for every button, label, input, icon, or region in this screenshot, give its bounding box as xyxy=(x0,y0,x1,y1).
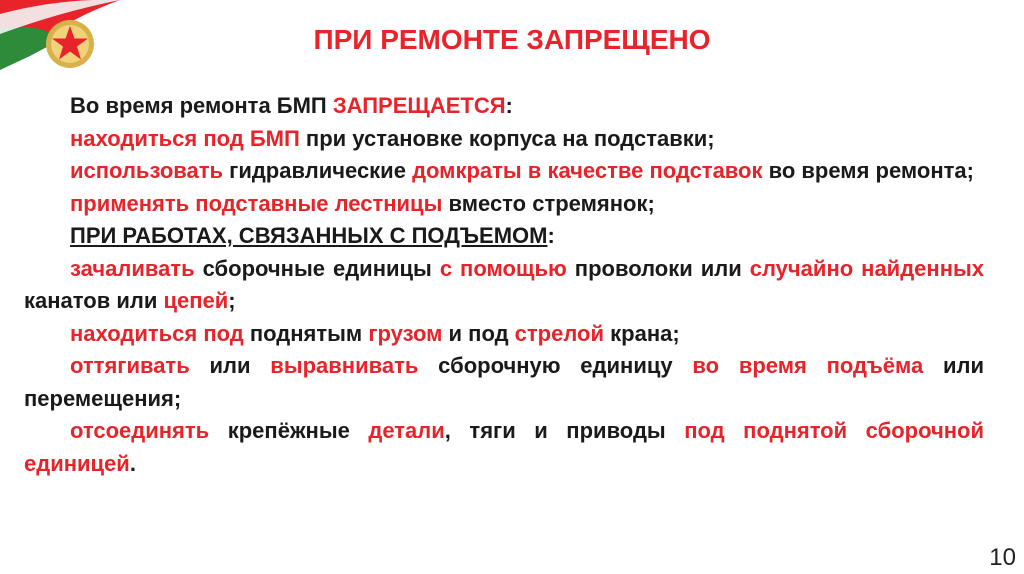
text: , тяги и приводы xyxy=(444,418,685,443)
list-item xyxy=(24,415,984,480)
highlight: оттягивать xyxy=(70,353,190,378)
highlight: отсоединять xyxy=(70,418,210,443)
text: гидравлические xyxy=(223,158,413,183)
text: или перемещения; xyxy=(24,353,984,411)
highlight: грузом xyxy=(368,320,443,346)
highlight: домкраты в качестве подставок xyxy=(412,158,763,183)
intro-line xyxy=(24,90,984,123)
highlight: во время подъёма xyxy=(692,353,924,378)
intro-text: Во время ремонта БМП xyxy=(70,93,333,118)
text: и под xyxy=(442,320,515,346)
punctuation: . xyxy=(129,450,136,476)
highlight: детали xyxy=(368,418,445,443)
list-item xyxy=(24,350,984,415)
prohibited-word: ЗАПРЕЩАЕТСЯ xyxy=(332,93,506,118)
highlight: стрелой xyxy=(514,320,605,346)
list-item xyxy=(24,318,984,351)
list-item xyxy=(24,123,984,156)
text: сборочную единицу xyxy=(418,353,693,378)
highlight: под поднятой сборочной единицей xyxy=(24,418,984,476)
text: во время ремонта; xyxy=(762,158,974,183)
lifting-heading: ПРИ РАБОТАХ, СВЯЗАННЫХ С ПОДЪЕМОМ xyxy=(70,223,548,248)
punctuation: ; xyxy=(228,288,236,313)
highlight: выравнивать xyxy=(270,353,419,378)
page-number: 10 xyxy=(989,544,1016,571)
text: канатов или xyxy=(24,288,164,313)
list-item xyxy=(24,155,984,188)
highlight: использовать xyxy=(70,158,224,183)
text: или xyxy=(189,353,271,378)
list-item xyxy=(24,188,984,221)
section-heading xyxy=(24,220,984,253)
punctuation: : xyxy=(505,93,513,118)
highlight: случайно найденных xyxy=(749,255,985,281)
text: крепёжные xyxy=(209,418,369,443)
text: проволоки или xyxy=(566,255,750,281)
highlight: находиться под БМП xyxy=(70,125,300,151)
text: сборочные единицы xyxy=(194,255,440,281)
page-title: ПРИ РЕМОНТЕ ЗАПРЕЩЕНО xyxy=(313,24,711,55)
text: крана; xyxy=(604,320,680,346)
highlight: с помощью xyxy=(439,255,567,281)
text: при установке корпуса на подставки; xyxy=(299,125,715,151)
punctuation: : xyxy=(547,223,555,248)
prohibitions-list xyxy=(24,90,984,480)
text: вместо стремянок; xyxy=(442,190,655,216)
highlight: находиться под xyxy=(70,320,244,346)
highlight: применять подставные лестницы xyxy=(70,190,443,216)
text: поднятым xyxy=(243,320,369,346)
list-item xyxy=(24,253,984,318)
highlight: цепей xyxy=(163,288,229,313)
highlight: зачаливать xyxy=(70,255,195,281)
